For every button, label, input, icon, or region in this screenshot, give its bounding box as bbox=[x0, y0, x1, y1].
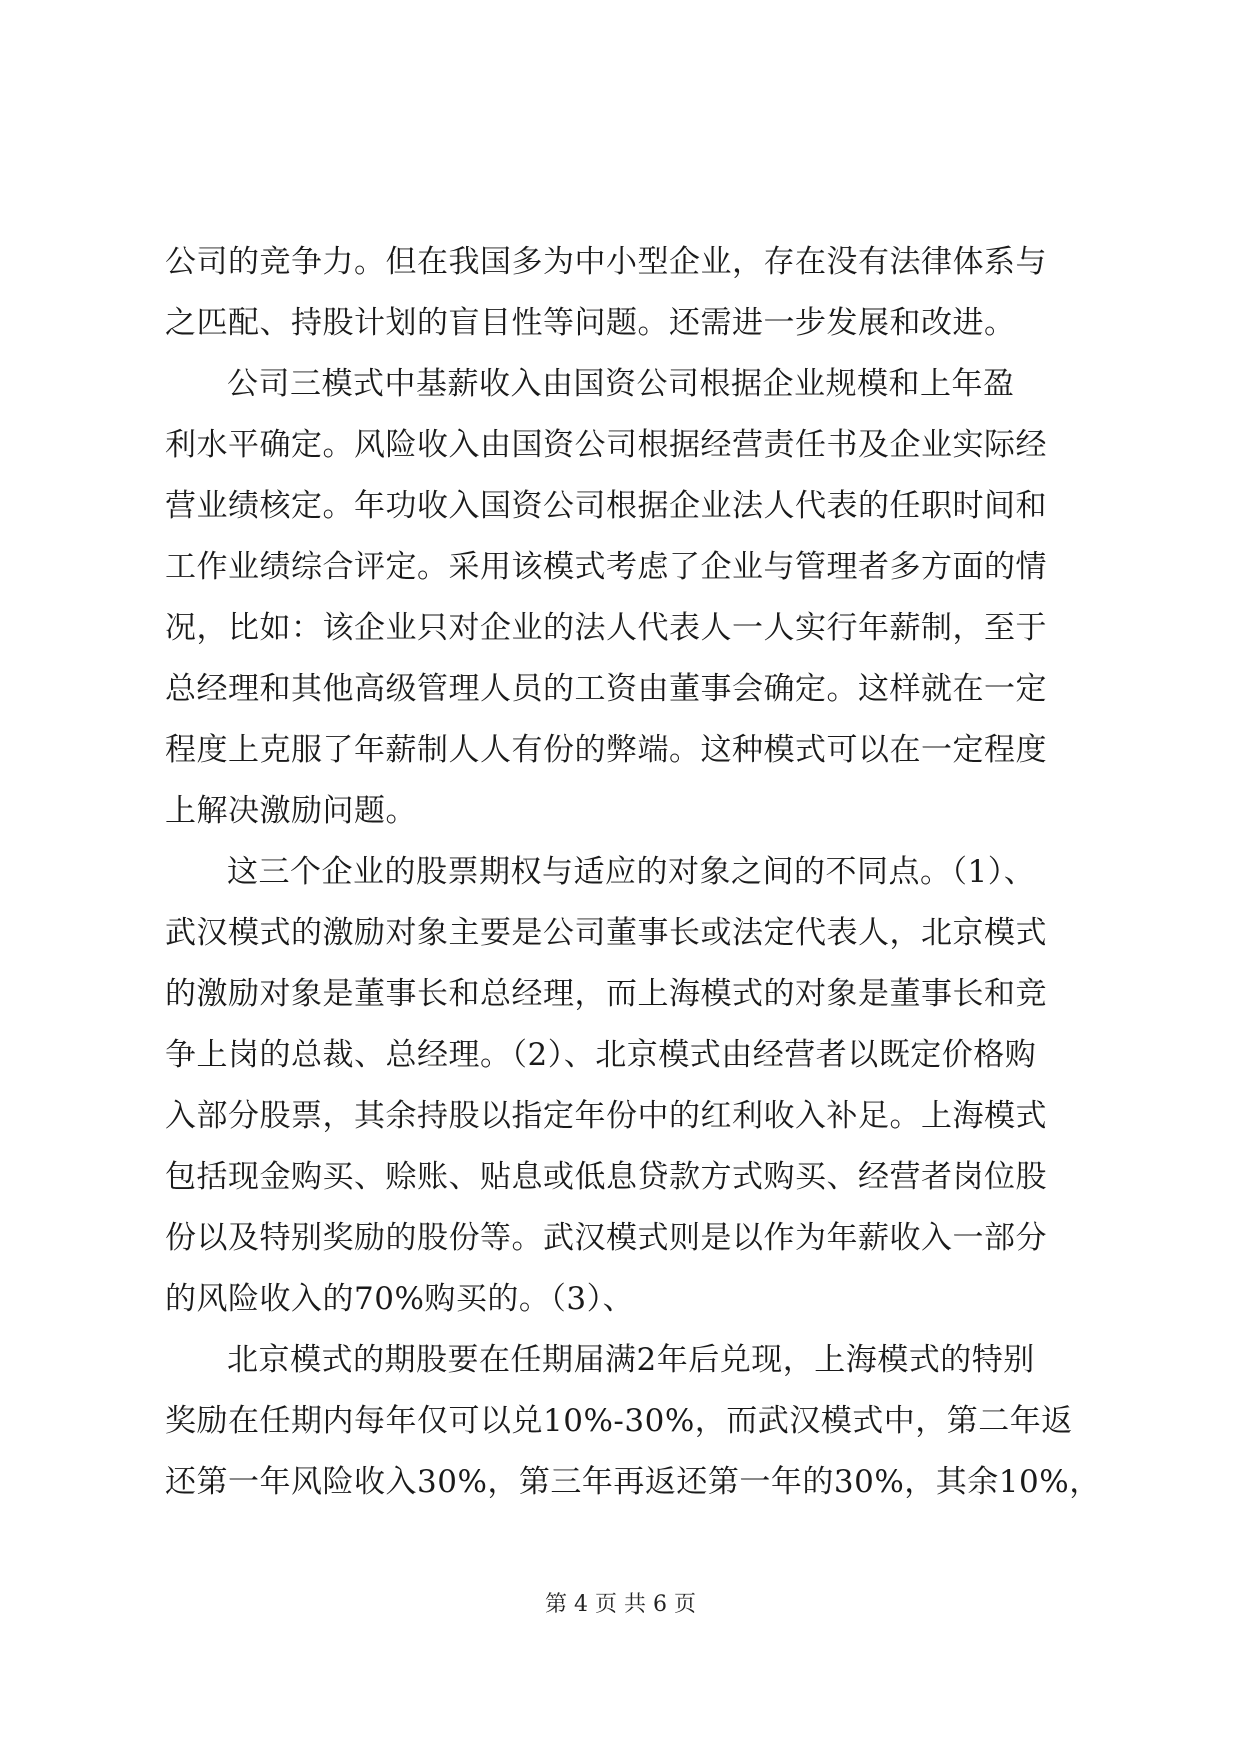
text-line: 的激励对象是董事长和总经理，而上海模式的对象是董事长和竞 bbox=[165, 976, 1047, 1012]
text-line: 上解决激励问题。 bbox=[165, 793, 417, 829]
text-line: 况，比如：该企业只对企业的法人代表人一人实行年薪制，至于 bbox=[165, 610, 1047, 646]
text-line: 总经理和其他高级管理人员的工资由董事会确定。这样就在一定 bbox=[165, 671, 1047, 707]
text-line: 之匹配、持股计划的盲目性等问题。还需进一步发展和改进。 bbox=[165, 305, 1016, 341]
text-line: 程度上克服了年薪制人人有份的弊端。这种模式可以在一定程度 bbox=[165, 732, 1047, 768]
paragraph-start-line: 公司三模式中基薪收入由国资公司根据企业规模和上年盈 bbox=[227, 366, 1015, 402]
text-line: 入部分股票，其余持股以指定年份中的红利收入补足。上海模式 bbox=[165, 1098, 1047, 1134]
text-line: 武汉模式的激励对象主要是公司董事长或法定代表人，北京模式 bbox=[165, 915, 1047, 951]
text-line: 还第一年风险收入30%，第三年再返还第一年的30%，其余10%， bbox=[165, 1464, 1101, 1500]
body-text bbox=[165, 232, 1101, 1513]
text-line: 公司的竞争力。但在我国多为中小型企业，存在没有法律体系与 bbox=[165, 244, 1047, 280]
page-number-footer: 第 4 页 共 6 页 bbox=[545, 1592, 696, 1617]
text-line: 包括现金购买、赊账、贴息或低息贷款方式购买、经营者岗位股 bbox=[165, 1159, 1047, 1195]
paragraph-start-line: 北京模式的期股要在任期届满2年后兑现，上海模式的特别 bbox=[227, 1342, 1035, 1378]
text-line: 利水平确定。风险收入由国资公司根据经营责任书及企业实际经 bbox=[165, 427, 1047, 463]
text-line: 的风险收入的70%购买的。（3）、 bbox=[165, 1281, 635, 1317]
text-line: 营业绩核定。年功收入国资公司根据企业法人代表的任职时间和 bbox=[165, 488, 1047, 524]
text-line: 奖励在任期内每年仅可以兑10%-30%，而武汉模式中，第二年返 bbox=[165, 1403, 1073, 1439]
text-line: 份以及特别奖励的股份等。武汉模式则是以作为年薪收入一部分 bbox=[165, 1220, 1047, 1256]
paragraph-start-line: 这三个企业的股票期权与适应的对象之间的不同点。（1）、 bbox=[227, 854, 1036, 890]
text-line: 争上岗的总裁、总经理。（2）、北京模式由经营者以既定价格购 bbox=[165, 1037, 1037, 1073]
text-line: 工作业绩综合评定。采用该模式考虑了企业与管理者多方面的情 bbox=[165, 549, 1047, 585]
